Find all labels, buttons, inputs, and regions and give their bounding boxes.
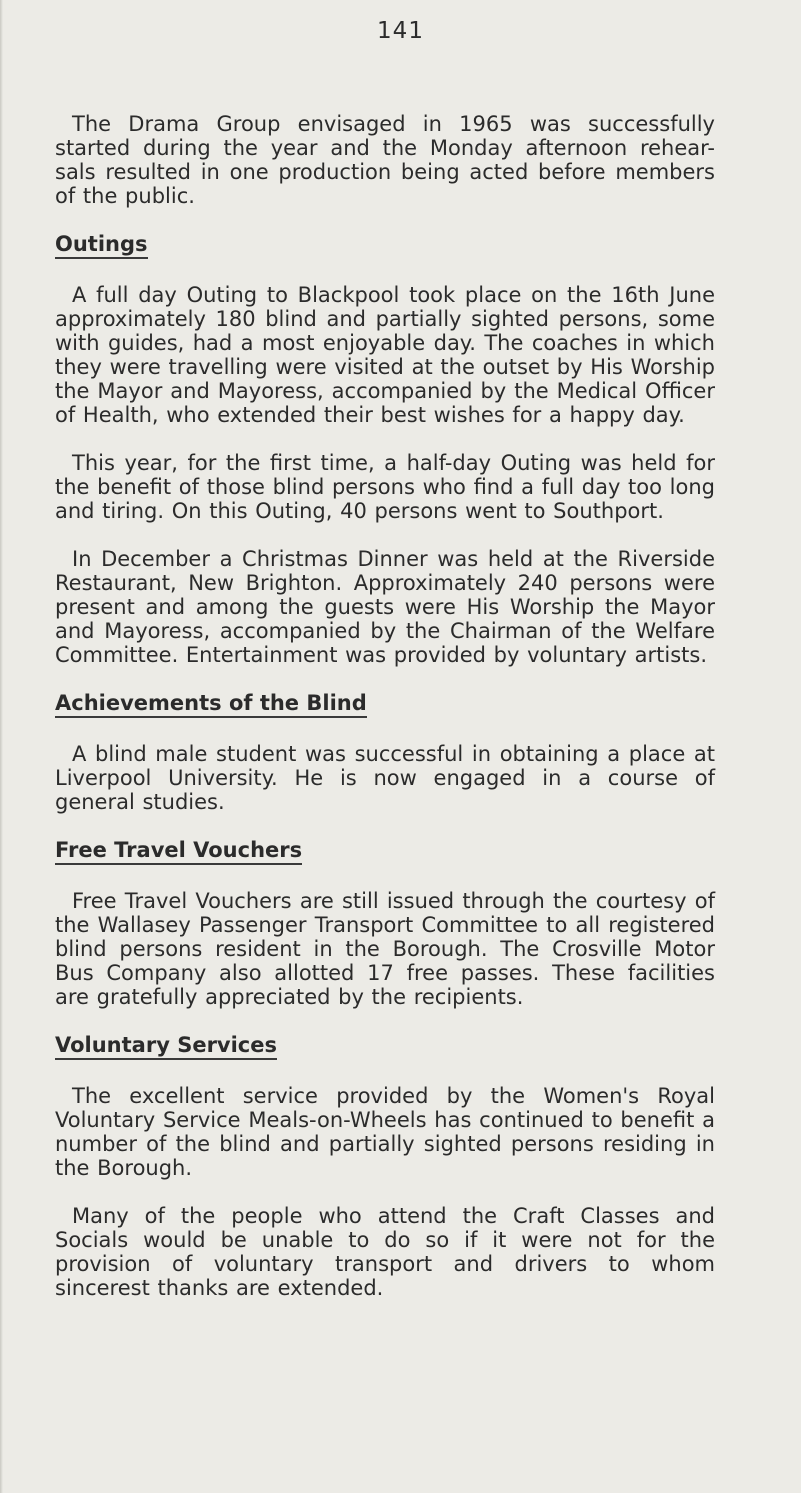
paragraph: A blind male student was successful in obtaining a place at Liverpool University. He is now engaged in a course of general studies. [55, 742, 715, 814]
paragraph: Many of the people who attend the Craft Classes and Socials would be unable to do so if it were not for the provision of voluntary transport and drivers to whom sincerest thanks are extended. [55, 1204, 715, 1300]
paragraph: A full day Outing to Blackpool took place on the 16th June approximately 180 blind and partially sighted persons, some with guides, had a most enjoyable day. The coaches in which they were travelling were visited at the outset by His Worship the Mayor and Mayoress, accompanied by the Medical Officer of Health, who extended their best wishes for a happy day. [55, 283, 715, 427]
section-heading-achievements: Achievements of the Blind [55, 691, 367, 718]
intro-paragraph [55, 112, 715, 208]
paragraph: This year, for the first time, a half-day Outing was held for the benefit of those blind persons who find a full day too long and tiring. On this Outing, 40 persons went to Southport. [55, 451, 715, 523]
page-edge-shadow [0, 0, 3, 1493]
section-heading-voluntary-services: Voluntary Services [55, 1033, 277, 1060]
section-heading-outings: Outings [55, 232, 148, 259]
paragraph: The excellent service provided by the Women's Royal Voluntary Service Meals-on-Wheels has continued to benefit a number of the blind and partially sighted persons residing in the Borough. [55, 1084, 715, 1180]
section-voluntary-services [55, 1033, 715, 1060]
page-content [55, 112, 715, 1300]
intro-text: The Drama Group envisaged in 1965 was successfully started during the year and the Monday afternoon rehear- sals resulted in one production being acted before members of the public. [55, 112, 715, 208]
paragraph: Free Travel Vouchers are still issued through the courtesy of the Wallasey Passenger Transport Committee to all registered blind persons resident in the Borough. The Crosville Motor Bus Company also allotted 17 free passes. These facilities are gratefully appreciated by the recipients. [55, 889, 715, 1009]
section-outings [55, 232, 715, 259]
page-number: 141 [377, 18, 424, 44]
section-free-travel [55, 838, 715, 865]
section-heading-free-travel: Free Travel Vouchers [55, 838, 302, 865]
paragraph: In December a Christmas Dinner was held at the Riverside Restaurant, New Brighton. Approximately 240 persons were present and among the guests were His Worship the Mayor and Mayoress, accompanied by the Chairman of the Welfare Committee. Entertainment was provided by voluntary artists. [55, 547, 715, 667]
section-achievements [55, 691, 715, 718]
